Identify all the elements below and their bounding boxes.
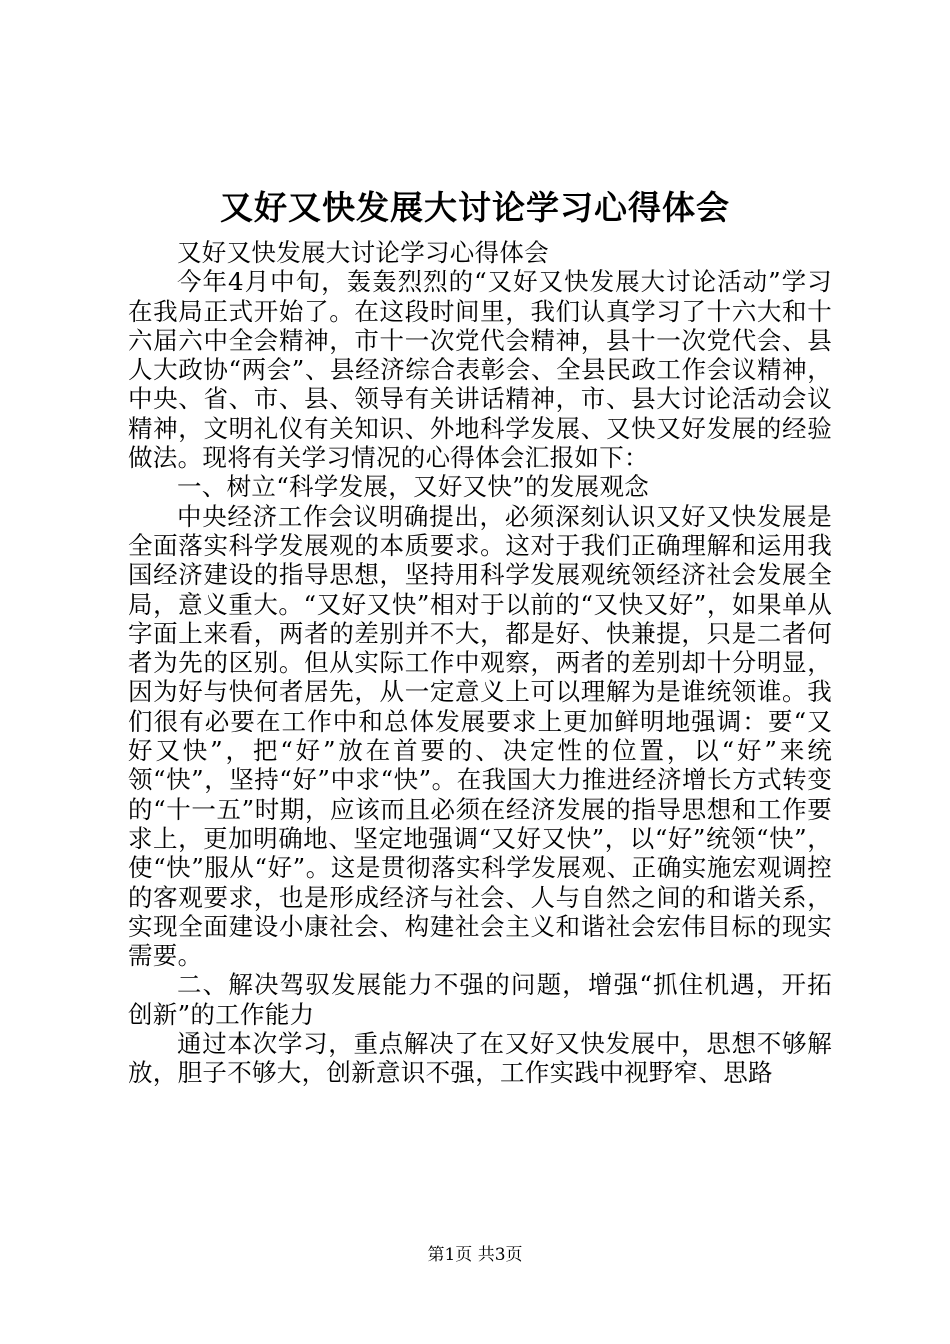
paragraph-intro: 今年4月中旬，轰轰烈烈的“又好又快发展大讨论活动”学习在我局正式开始了。在这段时间里，我们认真学习了十六大和十六届六中全会精神，市十一次党代会精神，县十一次党代会、县人大政协“两会”、县经济综合表彰会、全县民政工作会议精神，中央、省、市、县、领导有关讲话精神，市、县大讨论活动会议精神，文明礼仪有关知识、外地科学发展、又快又好发展的经验做法。现将有关学习情况的心得体会汇报如下： (128, 267, 832, 473)
paragraph-subtitle: 又好又快发展大讨论学习心得体会 (177, 238, 549, 267)
paragraph-section-2: 通过本次学习，重点解决了在又好又快发展中，思想不够解放，胆子不够大，创新意识不强，工作实践中视野窄、思路 (128, 1029, 832, 1088)
document-title: 又好又快发展大讨论学习心得体会 (220, 188, 730, 227)
document-body (128, 238, 832, 1088)
section-heading-2: 二、解决驾驭发展能力不强的问题，增强“抓住机遇，开拓创新”的工作能力 (128, 970, 832, 1029)
section-heading-1: 一、树立“科学发展，又好又快”的发展观念 (177, 472, 650, 502)
page-number-footer: 第1页 共3页 (427, 1245, 523, 1265)
paragraph-section-1: 中央经济工作会议明确提出，必须深刻认识又好又快发展是全面落实科学发展观的本质要求。这对于我们正确理解和运用我国经济建设的指导思想，坚持用科学发展观统领经济社会发展全局，意义重大。“又好又快”相对于以前的“又快又好”，如果单从字面上来看，两者的差别并不大，都是好、快兼提，只是二者何者为先的区别。但从实际工作中观察，两者的差别却十分明显，因为好与快何者居先，从一定意义上可以理解为是谁统领谁。我们很有必要在工作中和总体发展要求上更加鲜明地强调：要“又好又快”，把“好”放在首要的、决定性的位置，以“好”来统领“快”，坚持“好”中求“快”。在我国大力推进经济增长方式转变的“十一五”时期，应该而且必须在经济发展的指导思想和工作要求上，更加明确地、坚定地强调“又好又快”，以“好”统领“快”，使“快”服从“好”。这是贯彻落实科学发展观、正确实施宏观调控的客观要求，也是形成经济与社会、人与自然之间的和谐关系，实现全面建设小康社会、构建社会主义和谐社会宏伟目标的现实需要。 (128, 501, 833, 971)
